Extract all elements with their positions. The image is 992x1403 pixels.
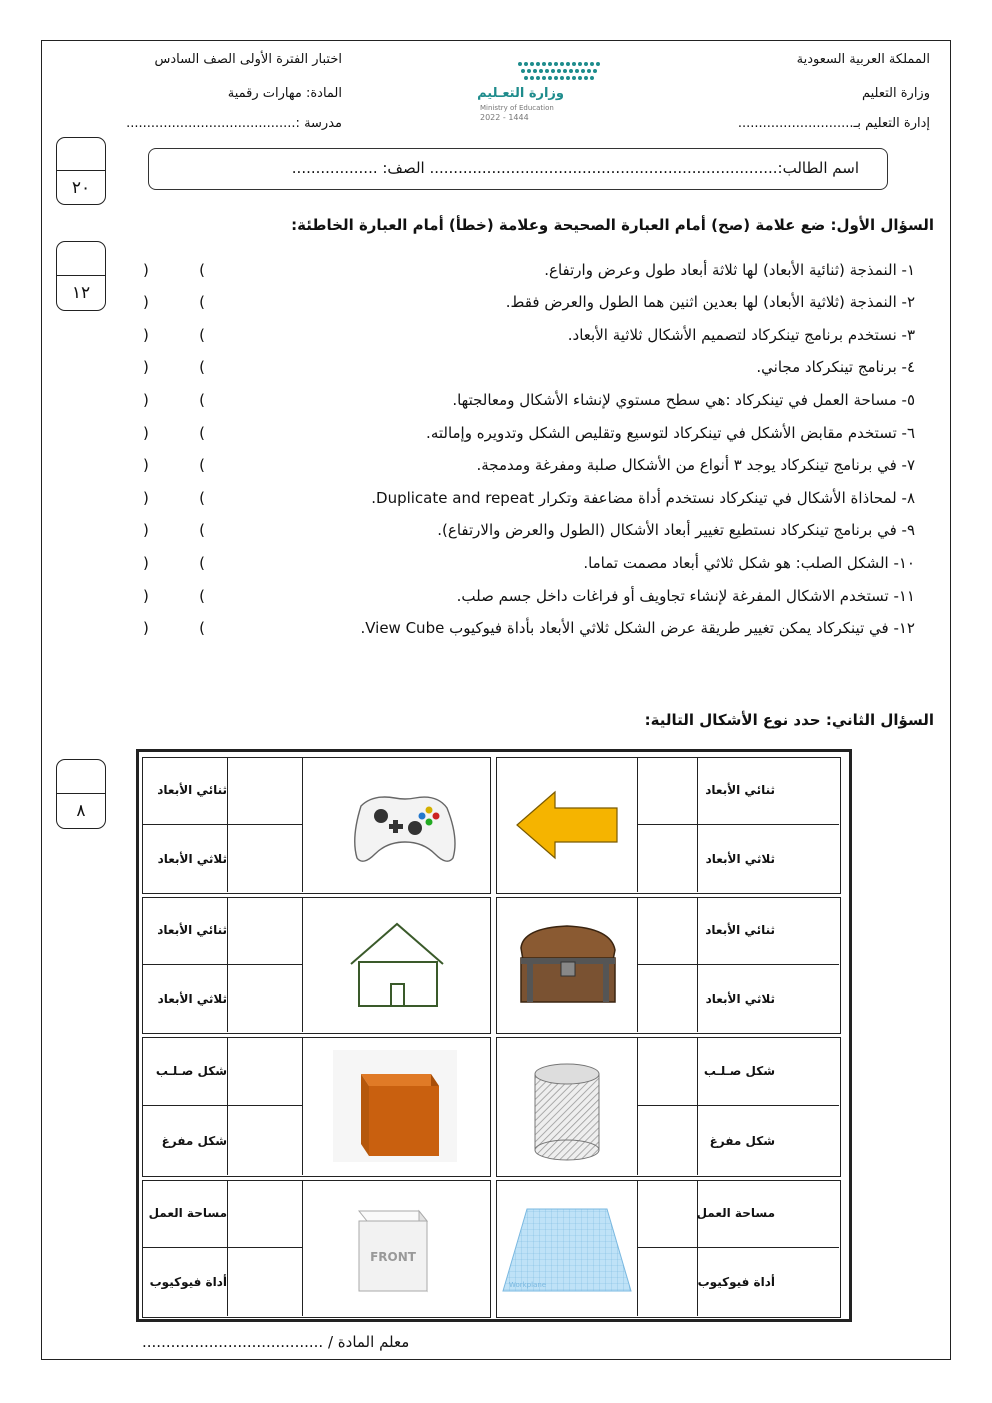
option-cell[interactable]: مساحة العمل [698, 1181, 839, 1248]
option-cell[interactable]: أداة فيوكيوب [697, 1275, 775, 1289]
answer-slot[interactable]: ) ( [143, 521, 205, 539]
q1-item: ١- النمذجة (ثنائية الأبعاد) لها ثلاثة أبعاد طول وعرض وارتفاع. [544, 261, 915, 279]
q1-score-value: ١٢ [71, 283, 91, 303]
header-country: المملكة العربية السعودية [796, 52, 930, 67]
header-school: مدرسة :......................................... [126, 116, 342, 131]
answer-slot[interactable]: ) ( [143, 489, 205, 507]
view-cube-icon [303, 1181, 489, 1316]
answer-checkbox-column[interactable] [228, 898, 303, 1032]
option-cell[interactable]: شكل صـلـب [698, 1038, 839, 1106]
option-cell[interactable]: شكل مفرغ [709, 1134, 775, 1148]
answer-slot[interactable]: ) ( [143, 587, 205, 605]
house-outline-icon [303, 898, 489, 1032]
teacher-signature-line: معلم المادة / ...................................... [142, 1333, 410, 1351]
option-cell[interactable]: شكل صـلـب [143, 1038, 228, 1106]
option-cell[interactable]: شكل مفرغ [143, 1106, 228, 1175]
shape-image-cell [303, 1038, 489, 1175]
shape-image-cell [497, 898, 638, 1032]
shape-image-cell [497, 1181, 638, 1316]
shape-image-cell [303, 1181, 489, 1316]
option-cell[interactable]: ثلاثي الأبعاد [143, 825, 228, 892]
ministry-logo [478, 56, 608, 120]
treasure-chest-icon [497, 898, 637, 1032]
arrow-icon [497, 758, 637, 892]
shape-image-cell [497, 1038, 638, 1175]
header-ministry: وزارة التعليم [861, 86, 930, 101]
q1-item: ٥- مساحة العمل في تينكركاد :هي سطح مستوي لإنشاء الأشكال ومعالجتها. [452, 391, 915, 409]
workplane-grid-icon [497, 1181, 637, 1316]
shape-block [142, 897, 491, 1034]
shape-block [496, 1037, 841, 1177]
q1-item: ٤- برنامج تينكركاد مجاني. [756, 358, 915, 376]
option-cell[interactable]: ثنائي الأبعاد [143, 758, 228, 825]
q1-item: ١٢- في تينكركاد يمكن تغيير طريقة عرض الشكل ثلاثي الأبعاد بأداة فيوكيوب View Cube. [360, 619, 915, 637]
q1-title: السؤال الأول: ضع علامة (صح) أمام العبارة الصحيحة وعلامة (خطأ) أمام العبارة الخاطئة: [291, 216, 934, 234]
answer-checkbox-column[interactable] [638, 1181, 698, 1316]
answer-slot[interactable]: ) ( [143, 619, 205, 637]
shape-block [142, 1180, 491, 1318]
shapes-table [136, 749, 852, 1322]
student-name-box[interactable] [148, 148, 888, 190]
answer-checkbox-column[interactable] [638, 758, 698, 892]
answer-checkbox-column[interactable] [228, 758, 303, 892]
header-directorate: إدارة التعليم بـ............................ [737, 116, 930, 131]
header-exam-title: اختبار الفترة الأولى الصف السادس [154, 52, 342, 67]
header-subject: المادة: مهارات رقمية [227, 86, 342, 101]
shape-block [496, 1180, 841, 1318]
orange-cube-icon [303, 1038, 489, 1175]
svg-text:Workplane: Workplane [509, 1281, 547, 1289]
option-cell[interactable]: أداة فيوكيوب [143, 1248, 228, 1316]
q1-item: ٩- في برنامج تينكركاد نستطيع تغيير أبعاد الأشكال (الطول والعرض والارتفاع). [437, 521, 915, 539]
student-name-line: اسم الطالب:......................................................................... الصف: .................. [291, 159, 859, 177]
q1-item: ٣- نستخدم برنامج تينكركاد لتصميم الأشكال ثلاثية الأبعاد. [567, 326, 915, 344]
option-cell[interactable]: ثلاثي الأبعاد [143, 965, 228, 1032]
answer-checkbox-column[interactable] [228, 1181, 303, 1316]
svg-text:FRONT: FRONT [370, 1250, 416, 1264]
option-cell[interactable]: ثلاثي الأبعاد [705, 992, 775, 1006]
total-score-box[interactable] [56, 137, 106, 205]
shape-image-cell [303, 898, 489, 1032]
answer-slot[interactable]: ) ( [143, 554, 205, 572]
answer-slot[interactable]: ) ( [143, 326, 205, 344]
game-controller-icon [303, 758, 489, 892]
q2-score-value: ٨ [76, 801, 86, 821]
shape-block [496, 757, 841, 894]
q2-score-box[interactable] [56, 759, 106, 829]
answer-slot[interactable]: ) ( [143, 456, 205, 474]
shape-block [496, 897, 841, 1034]
shape-block [142, 1037, 491, 1177]
answer-slot[interactable]: ) ( [143, 424, 205, 442]
logo-year: 2022 - 1444 [480, 113, 529, 122]
hollow-cylinder-icon [497, 1038, 637, 1175]
answer-checkbox-column[interactable] [228, 1038, 303, 1175]
q1-item: ١١- تستخدم الاشكال المفرغة لإنشاء تجاويف أو فراغات داخل جسم صلب. [456, 587, 915, 605]
option-cell[interactable]: ثلاثي الأبعاد [705, 852, 775, 866]
answer-slot[interactable]: ) ( [143, 261, 205, 279]
q1-score-box[interactable] [56, 241, 106, 311]
shape-block [142, 757, 491, 894]
q1-item: ٢- النمذجة (ثلاثية الأبعاد) لها بعدين اثنين هما الطول والعرض فقط. [505, 293, 915, 311]
option-cell[interactable]: ثنائي الأبعاد [143, 898, 228, 965]
q2-title: السؤال الثاني: حدد نوع الأشكال التالية: [644, 711, 934, 729]
option-cell[interactable]: مساحة العمل [143, 1181, 228, 1248]
logo-english: Ministry of Education [480, 104, 554, 112]
answer-slot[interactable]: ) ( [143, 358, 205, 376]
q1-item: ٦- تستخدم مقابض الأشكل في تينكركاد لتوسيع وتقليص الشكل وتدويره وإمالته. [426, 424, 915, 442]
q1-item: ٧- في برنامج تينكركاد يوجد ٣ أنواع من الأشكال صلبة ومفرغة ومدمجة. [476, 456, 915, 474]
q1-item: ٨- لمحاذاة الأشكال في تينكركاد نستخدم أداة مضاعفة وتكرار Duplicate and repeat. [371, 489, 915, 507]
option-cell[interactable]: ثنائي الأبعاد [698, 898, 839, 965]
answer-checkbox-column[interactable] [638, 898, 698, 1032]
logo-arabic: وزارة التعـليم [477, 86, 564, 101]
total-score-value: ٢٠ [71, 177, 91, 198]
logo-dots-icon [478, 56, 608, 86]
shape-image-cell [303, 758, 489, 892]
option-cell[interactable]: ثنائي الأبعاد [698, 758, 839, 825]
answer-checkbox-column[interactable] [638, 1038, 698, 1175]
answer-slot[interactable]: ) ( [143, 391, 205, 409]
q1-item: ١٠- الشكل الصلب: هو شكل ثلاثي أبعاد مصمت تماما. [583, 554, 915, 572]
shape-image-cell [497, 758, 638, 892]
answer-slot[interactable]: ) ( [143, 293, 205, 311]
